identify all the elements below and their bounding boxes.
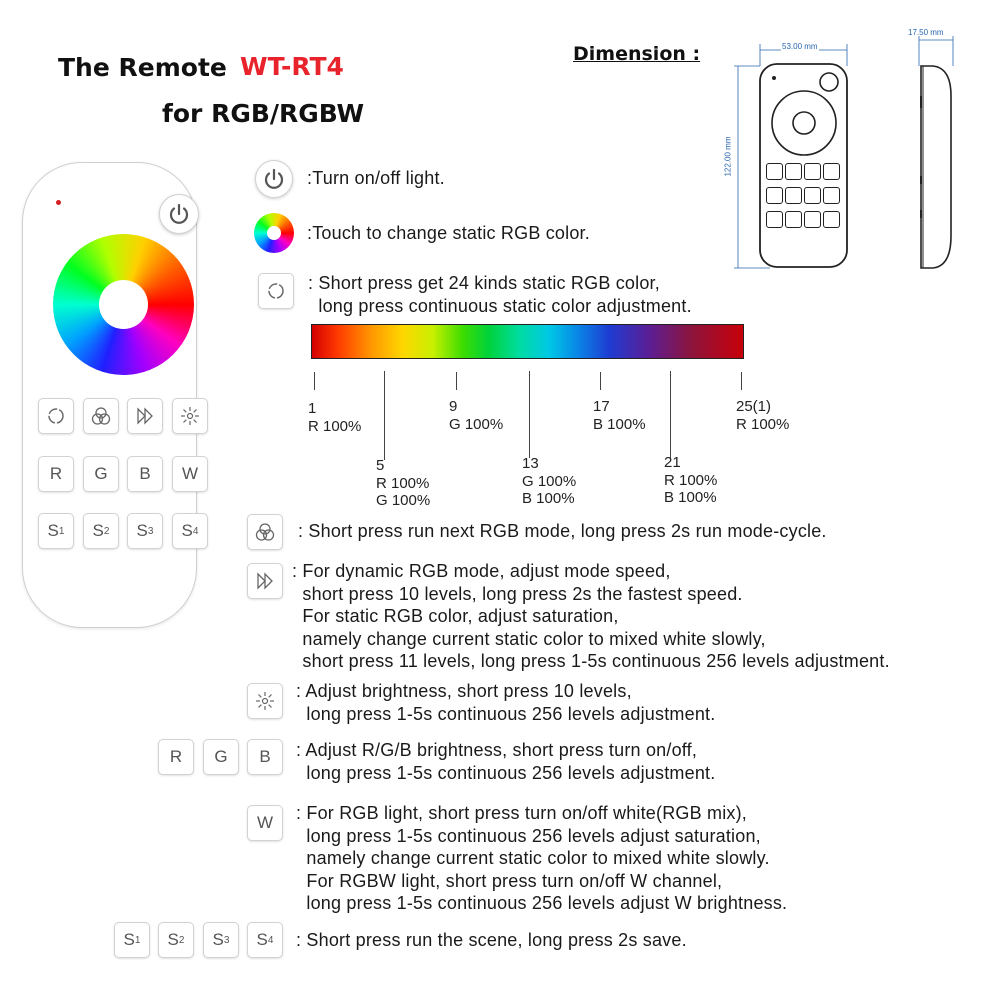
dim-button xyxy=(823,211,840,228)
spectrum-label-num: 25(1) xyxy=(736,398,772,415)
spectrum-tick xyxy=(529,371,530,458)
legend-speed-button xyxy=(247,563,283,599)
s1-button[interactable]: S 1 xyxy=(38,513,74,549)
width-dimension: 53.00 mm xyxy=(782,42,818,51)
spectrum-label-num: 1 xyxy=(308,400,317,417)
legend-w-button: W xyxy=(247,805,283,841)
indicator-led xyxy=(56,200,61,205)
legend-g-button: G xyxy=(203,739,239,775)
spectrum-tick xyxy=(741,372,742,390)
spectrum-label-text: R 100% B 100% xyxy=(664,472,718,506)
dim-button xyxy=(804,163,821,180)
power-icon xyxy=(262,167,286,191)
dim-button xyxy=(804,187,821,204)
desc-speed: : For dynamic RGB mode, adjust mode speed, short press 10 levels, long press 2s the fastest speed. For static RGB color, adjust saturation, namely change current static color to mixed white slowly, short press 11 levels, long press 1-5s continuous 256 levels adjustment. xyxy=(292,561,890,671)
spectrum-tick xyxy=(314,372,315,390)
spectrum-tick xyxy=(600,372,601,390)
color-wheel-icon xyxy=(254,213,294,253)
desc-power: :Turn on/off light. xyxy=(307,168,445,188)
cycle-icon xyxy=(46,406,66,426)
legend-r-button: R xyxy=(158,739,194,775)
subtitle: for RGB/RGBW xyxy=(162,99,365,128)
desc-scene: : Short press run the scene, long press 2s save. xyxy=(296,930,687,950)
dim-button xyxy=(785,163,802,180)
mode-button[interactable] xyxy=(83,398,119,434)
spectrum-tick xyxy=(384,371,385,460)
spectrum-label-text: G 100% xyxy=(449,416,504,433)
spectrum-label-text: R 100% G 100% xyxy=(376,475,431,509)
remote-illustration xyxy=(22,162,197,628)
spectrum-label-text: G 100% B 100% xyxy=(522,473,577,507)
legend-s3-button: S 3 xyxy=(203,922,239,958)
cycle-button[interactable] xyxy=(38,398,74,434)
dimension-drawing-front xyxy=(730,36,865,276)
desc-rgb: : Adjust R/G/B brightness, short press turn on/off, long press 1-5s continuous 256 levels adjustment. xyxy=(296,740,716,783)
speed-button[interactable] xyxy=(127,398,163,434)
spectrum-label-text: R 100% xyxy=(308,418,362,435)
power-icon xyxy=(167,202,191,226)
legend-s2-button: S 2 xyxy=(158,922,194,958)
speed-icon xyxy=(134,405,156,427)
spectrum-label-num: 5 xyxy=(376,457,385,474)
dim-button xyxy=(785,211,802,228)
s3-button[interactable]: S 3 xyxy=(127,513,163,549)
mode-icon xyxy=(254,521,276,543)
dimension-drawing-side xyxy=(905,36,965,276)
spectrum-tick xyxy=(456,372,457,390)
brightness-icon xyxy=(254,690,276,712)
spectrum-label-text: R 100% xyxy=(736,416,790,433)
spectrum-label-text: B 100% xyxy=(593,416,646,433)
w-button[interactable]: W xyxy=(172,456,208,492)
legend-s4-button: S 4 xyxy=(247,922,283,958)
desc-w: : For RGB light, short press turn on/off white(RGB mix), long press 1-5s continuous 256 levels adjust saturation, namely change current static color to mixed white slowly. For RGBW light, short press turn on/off W channel, long press 1-5s continuous 256 levels adjust W brightness. xyxy=(296,803,788,913)
cycle-icon xyxy=(266,281,286,301)
brightness-button[interactable] xyxy=(172,398,208,434)
depth-dimension: 17.50 mm xyxy=(908,28,944,37)
height-dimension: 122.00 mm xyxy=(723,136,733,177)
legend-power-icon xyxy=(255,160,293,198)
legend-mode-button xyxy=(247,514,283,550)
speed-icon xyxy=(254,570,276,592)
legend-b-button: B xyxy=(247,739,283,775)
spectrum-label-num: 13 xyxy=(522,455,539,472)
s2-button[interactable]: S 2 xyxy=(83,513,119,549)
dim-button xyxy=(785,187,802,204)
desc-mode: : Short press run next RGB mode, long press 2s run mode-cycle. xyxy=(298,521,827,541)
desc-cycle: : Short press get 24 kinds static RGB color, long press continuous static color adjustment. xyxy=(308,273,692,316)
front-button-grid xyxy=(766,163,843,235)
dim-button xyxy=(823,187,840,204)
spectrum-label-num: 21 xyxy=(664,454,681,471)
g-button[interactable]: G xyxy=(83,456,119,492)
mode-icon xyxy=(90,405,112,427)
color-wheel[interactable] xyxy=(53,234,194,375)
legend-brightness-button xyxy=(247,683,283,719)
dim-button xyxy=(766,163,783,180)
legend-s1-button: S 1 xyxy=(114,922,150,958)
dimension-label: Dimension : xyxy=(573,43,701,65)
desc-wheel: :Touch to change static RGB color. xyxy=(307,223,590,243)
dim-button xyxy=(766,187,783,204)
s4-button[interactable]: S 4 xyxy=(172,513,208,549)
dim-button xyxy=(804,211,821,228)
spectrum-label-num: 17 xyxy=(593,398,610,415)
model-name: WT-RT4 xyxy=(240,52,344,81)
spectrum-bar xyxy=(311,324,744,359)
desc-brightness: : Adjust brightness, short press 10 levels, long press 1-5s continuous 256 levels adjustment. xyxy=(296,681,716,724)
title-prefix: The Remote xyxy=(58,53,227,82)
spectrum-label-num: 9 xyxy=(449,398,458,415)
brightness-icon xyxy=(179,405,201,427)
spectrum-tick xyxy=(670,371,671,458)
b-button[interactable]: B xyxy=(127,456,163,492)
dim-button xyxy=(766,211,783,228)
r-button[interactable]: R xyxy=(38,456,74,492)
power-button[interactable] xyxy=(159,194,199,234)
legend-cycle-button xyxy=(258,273,294,309)
dim-button xyxy=(823,163,840,180)
